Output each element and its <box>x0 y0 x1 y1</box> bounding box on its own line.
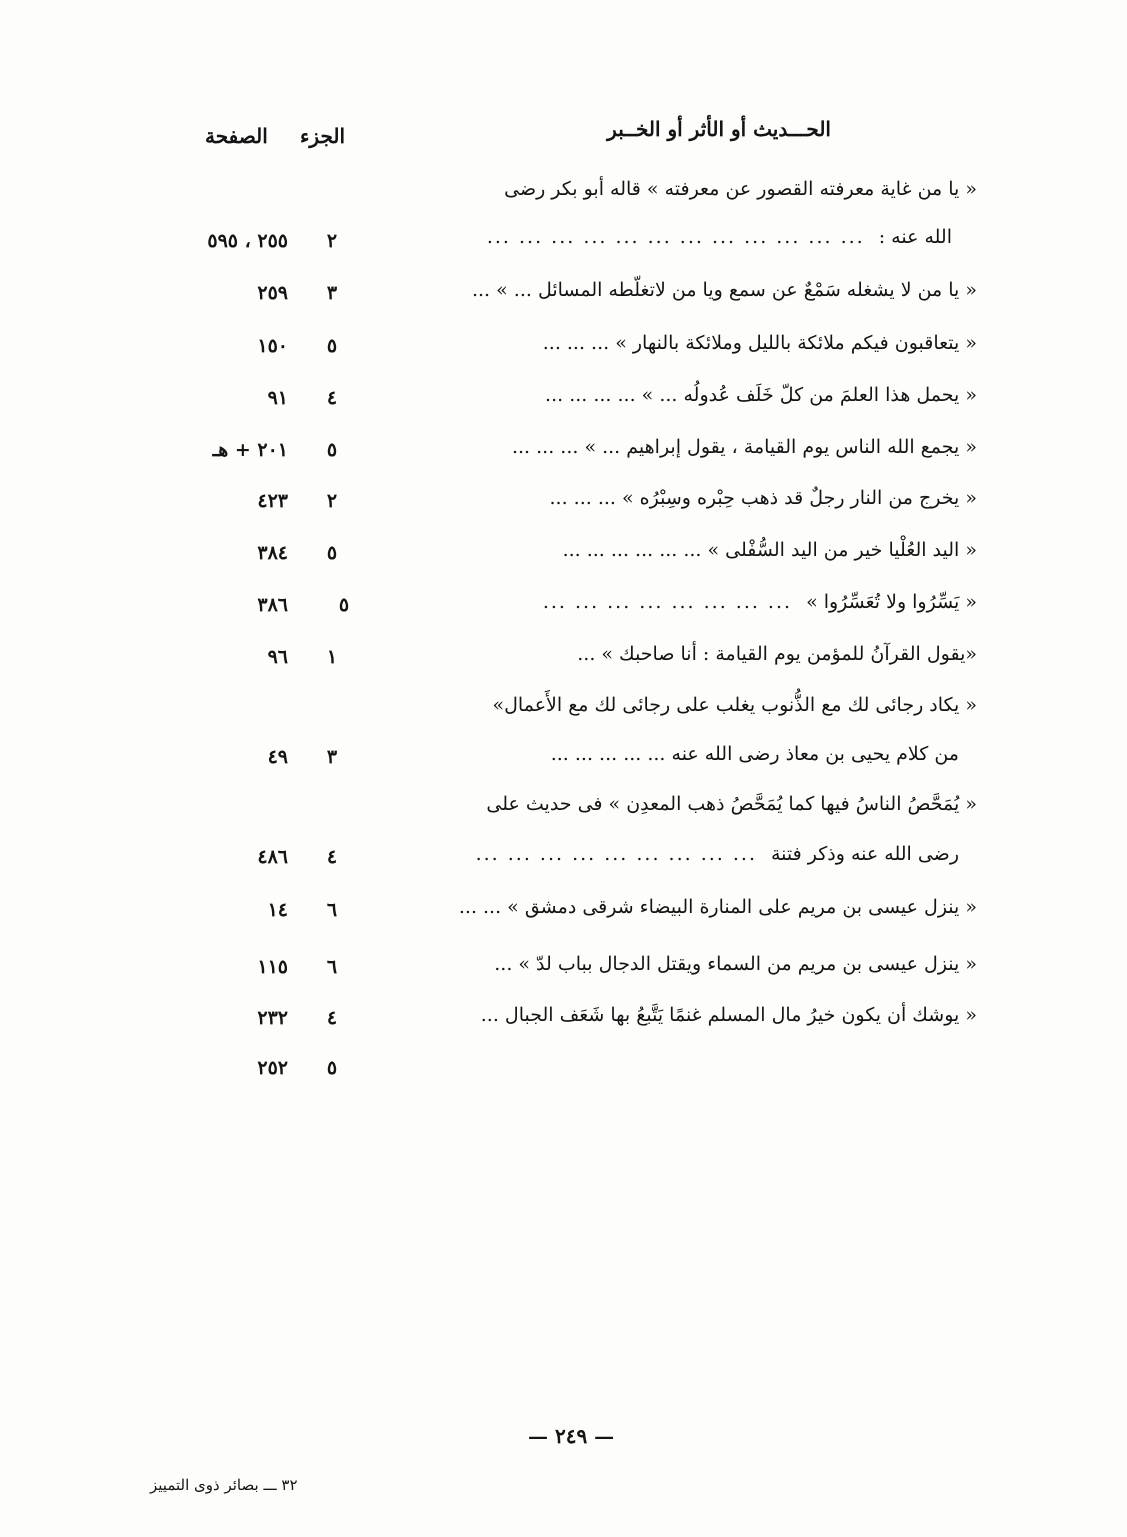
entry-page: ٢٥٥ ، ٥٩٥ <box>207 230 288 252</box>
entry-line: « يُمَحَّصُ الناسُ فيها كما يُمَحَّصُ ذهب المعدِن » فى حديث على <box>486 793 977 815</box>
entry-part: ٥ <box>326 439 338 461</box>
entry-line: « يا من لا يشغله سَمْعٌ عن سمع ويا من لاتغلّطه المسائل ... » ... <box>471 279 977 301</box>
entry-page: ٢٠١ + هـ <box>212 439 288 461</box>
entry-part: ٦ <box>326 899 338 921</box>
entry-page: ٣٨٤ <box>257 542 288 564</box>
entry-part: ٣ <box>326 746 338 768</box>
entry-line: « يا من غاية معرفته القصور عن معرفته » قاله أبو بكر رضى <box>504 178 977 200</box>
entry-line: رضى الله عنه وذكر فتنة... ... ... ... ... ... ... ... ... <box>475 843 959 865</box>
entry-part: ٦ <box>326 956 338 978</box>
entry-line: « يجمع الله الناس يوم القيامة ، يقول إبراهيم ... » ... ... ... <box>511 436 977 458</box>
entry-page: ١٥٠ <box>257 335 288 357</box>
entry-page: ٢٣٢ <box>257 1007 288 1029</box>
entry-page: ٤٢٣ <box>257 490 288 512</box>
entry-line: « يَسِّرُوا ولا تُعَسِّرُوا »... ... ... ... ... ... ... ... <box>542 591 977 613</box>
entry-part: ٤ <box>326 387 338 409</box>
footer-signature: ٣٢ ـــ بصائر ذوى التمييز <box>150 1476 298 1494</box>
entry-line: « يتعاقبون فيكم ملائكة بالليل وملائكة بالنهار » ... ... ... <box>542 332 977 354</box>
entry-line: « اليد العُلْيا خير من اليد السُّفْلى » ... ... ... ... ... ... <box>562 539 977 561</box>
page-number: — ٢٤٩ — <box>528 1424 615 1448</box>
column-header-page: الصفحة <box>205 124 268 148</box>
entry-line: «يقول القرآنُ للمؤمن يوم القيامة : أنا صاحبك » ... <box>577 643 977 665</box>
entry-line: من كلام يحيى بن معاذ رضى الله عنه ... ... ... ... ... <box>550 743 959 765</box>
entry-page: ٩٦ <box>267 646 288 668</box>
entry-part: ٥ <box>326 542 338 564</box>
entry-line: « يحمل هذا العلمَ من كلّ خَلَف عُدولُه ... » ... ... ... ... <box>545 384 977 406</box>
entry-part: ٢ <box>326 490 338 512</box>
entry-part: ٥ <box>338 594 350 616</box>
entry-part: ٥ <box>326 335 338 357</box>
entry-page: ٣٨٦ <box>257 594 288 616</box>
entry-part: ٤ <box>326 1007 338 1029</box>
entry-page: ١١٥ <box>257 956 288 978</box>
entry-part: ٣ <box>326 282 338 304</box>
entry-part: ٥ <box>326 1057 338 1079</box>
column-header-hadith: الحـــديث أو الأثر أو الخــبر <box>607 117 831 141</box>
entry-line: « يوشك أن يكون خيرُ مال المسلم غنمًا يَتَّبعُ بها شَعَف الجبال ... <box>480 1004 977 1026</box>
entry-page: ٢٥٩ <box>257 282 288 304</box>
entry-part: ٢ <box>326 230 338 252</box>
entry-part: ١ <box>326 646 338 668</box>
entry-line: « يكاد رجائى لك مع الذُّنوب يغلب على رجائى لك مع الأَعمال» <box>492 694 977 716</box>
column-header-part: الجزء <box>300 124 345 148</box>
entry-page: ٤٩ <box>267 746 288 768</box>
entry-line: « يخرج من النار رجلٌ قد ذهب حِبْره وسِبْرُه » ... ... ... <box>549 487 977 509</box>
entry-line: « ينزل عيسى بن مريم على المنارة البيضاء شرقى دمشق » ... ... <box>458 896 977 918</box>
entry-page: ٤٨٦ <box>257 846 288 868</box>
entry-page: ١٤ <box>267 899 288 921</box>
entry-line: الله عنه :... ... ... ... ... ... ... ... ... ... ... ... <box>486 226 952 248</box>
entry-page: ٢٥٢ <box>257 1057 288 1079</box>
entry-part: ٤ <box>326 846 338 868</box>
entry-page: ٩١ <box>267 387 288 409</box>
entry-line: « ينزل عيسى بن مريم من السماء ويقتل الدجال بباب لدّ » ... <box>494 953 977 975</box>
